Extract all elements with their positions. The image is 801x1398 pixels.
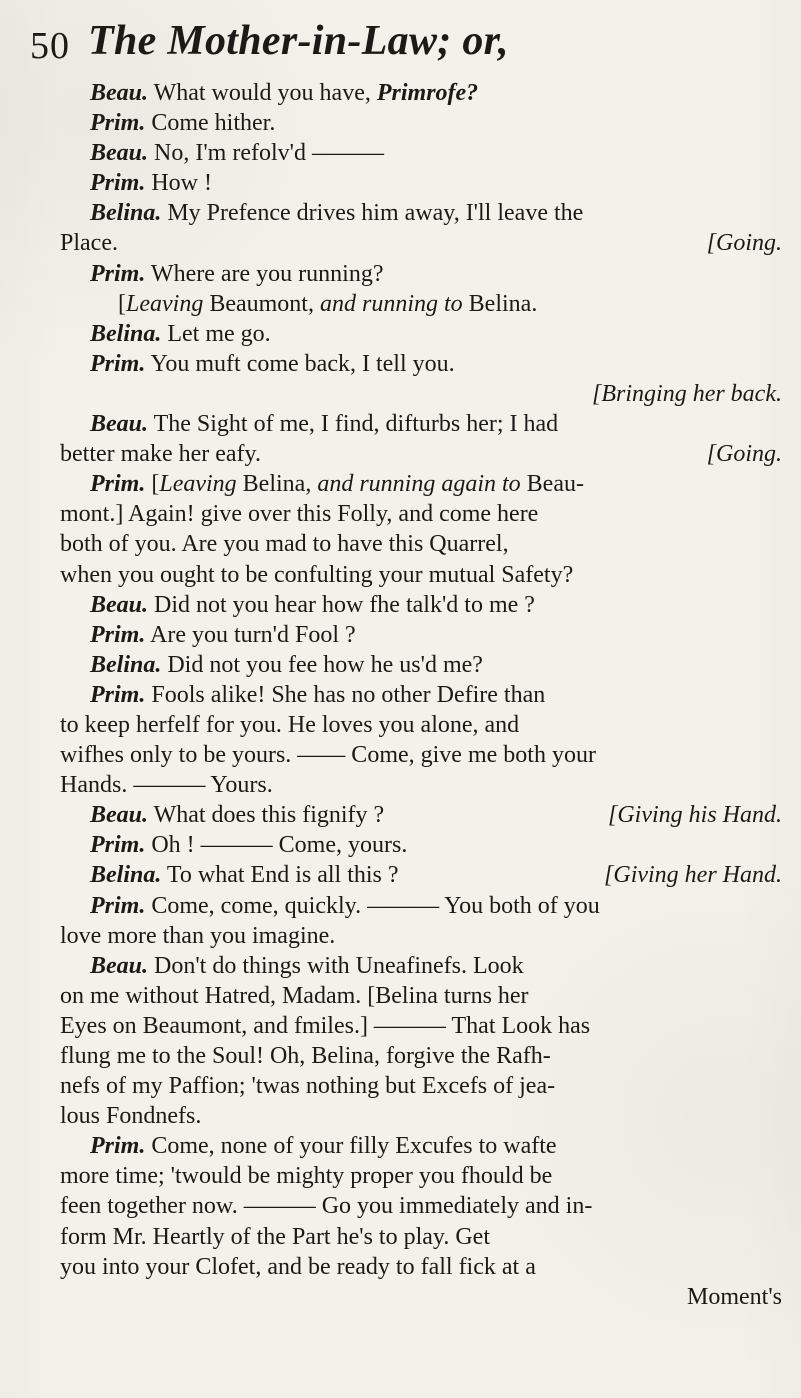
catchword: Moment's (687, 1283, 782, 1310)
text-line: Eyes on Beaumont, and fmiles.] ——— That Look has (60, 1012, 591, 1039)
speech-text: Beau- (520, 471, 584, 498)
line-left: better make her eafy. (60, 441, 261, 468)
speaker-name: Beau. (90, 411, 149, 438)
speaker-name: Prim. (90, 110, 146, 137)
speaker-name: Beau. (90, 140, 149, 167)
speech-italic: Primrofe? (376, 80, 479, 106)
text-line: mont.] Again! give over this Folly, and come here (60, 501, 539, 528)
speech-text: The Sight of me, I find, difturbs her; I had (148, 411, 559, 438)
text-line: flung me to the Soul! Oh, Belina, forgive the Rafh- (60, 1043, 551, 1069)
text-line: form Mr. Heartly of the Part he's to play. Get (60, 1223, 490, 1250)
stage-italic: and running again to (317, 471, 521, 498)
speech-text: Come, come, quickly. ——— You both of you (145, 892, 600, 919)
text-line (60, 108, 782, 138)
speech-text: To what End is all this ? (161, 862, 399, 889)
text-line (60, 198, 782, 228)
speech-text: [ (145, 471, 160, 498)
speaker-name: Beau. (90, 952, 149, 979)
text-line: nefs of my Paffion; 'twas nothing but Excefs of jea- (60, 1073, 556, 1100)
speaker-name: Belina. (90, 320, 162, 347)
stage-italic: and running to (319, 290, 463, 317)
text-line (60, 891, 782, 921)
speech-text: Fools alike! She has no other Defire than (145, 681, 546, 708)
line-left: Place. (60, 230, 118, 257)
text-line (60, 349, 782, 379)
text-line: both of you. Are you mad to have this Quarrel, (60, 531, 509, 558)
text-line (60, 228, 782, 258)
stage-normal: Beaumont, (203, 290, 320, 317)
text-line: to keep herfelf for you. He loves you alone, and (60, 711, 520, 738)
speech-text: Where are you running? (145, 260, 384, 287)
speaker-name: Beau. (90, 591, 149, 618)
speech-text: Oh ! ——— Come, yours. (145, 832, 408, 859)
stage-direction: [Going. (706, 441, 782, 468)
text-line (60, 680, 782, 710)
speech-text: Are you turn'd Fool ? (145, 621, 356, 648)
speech-text: Come, none of your filly Excufes to wafte (145, 1133, 557, 1160)
text-line (60, 860, 782, 890)
stage-normal: Belina. (462, 290, 538, 317)
text-line: when you ought to be confulting your mutual Safety? (60, 561, 574, 588)
speaker-name: Prim. (90, 621, 146, 648)
stage-direction: [Bringing her back. (592, 380, 782, 407)
speech-text: How ! (145, 170, 212, 197)
text-line: wifhes only to be yours. —— Come, give me both your (60, 742, 596, 769)
text-line (60, 78, 782, 108)
speaker-name: Prim. (90, 260, 146, 287)
stage-direction: [Giving her Hand. (604, 862, 782, 889)
speech-text: Belina, (236, 471, 318, 498)
text-line (60, 620, 782, 650)
speech-text: Let me go. (161, 320, 271, 347)
text-line: lous Fondnefs. (60, 1103, 202, 1130)
speech-text: Did not you hear how fhe talk'd to me ? (148, 591, 535, 618)
text-line (60, 379, 782, 409)
running-head: The Mother-in-Law; or, (88, 18, 509, 64)
text-line (60, 469, 782, 499)
text-line (60, 590, 782, 620)
speaker-name: Prim. (90, 832, 146, 859)
text-line (60, 439, 782, 469)
speech-text: What would you have, (148, 80, 377, 106)
speech-text: Come hither. (145, 110, 276, 137)
text-line (60, 1131, 782, 1161)
text-line: Hands. ——— Yours. (60, 772, 273, 799)
speech-text: Did not you fee how he us'd me? (161, 651, 483, 678)
text-line (60, 1282, 782, 1312)
speaker-name: Prim. (90, 350, 146, 377)
stage-direction: [Giving his Hand. (608, 802, 782, 829)
text-line (60, 800, 782, 830)
text-line (60, 319, 782, 349)
speech-text: Don't do things with Uneafinefs. Look (148, 952, 524, 979)
speaker-name: Prim. (90, 681, 146, 708)
text-line (60, 951, 782, 981)
text-line (60, 259, 782, 289)
text-line (60, 830, 782, 860)
speech-text: My Prefence drives him away, I'll leave the (161, 200, 584, 227)
text-line (60, 168, 782, 198)
speaker-name: Prim. (90, 170, 146, 197)
speaker-name: Prim. (90, 892, 146, 919)
speaker-name: Belina. (90, 651, 162, 678)
text-line: feen together now. ——— Go you immediately and in- (60, 1193, 593, 1220)
speech-text: You muft come back, I tell you. (145, 350, 455, 377)
page-number: 50 (30, 25, 70, 67)
text-line: you into your Clofet, and be ready to fall fick at a (60, 1253, 536, 1280)
stage-italic: Leaving (126, 290, 204, 317)
stage-open: [ (118, 290, 126, 317)
text-line: more time; 'twould be mighty proper you fhould be (60, 1163, 553, 1190)
speaker-name: Beau. (90, 80, 149, 106)
text-line: on me without Hatred, Madam. [Belina turns her (60, 982, 529, 1009)
text-line (60, 138, 782, 168)
text-line: love more than you imagine. (60, 922, 336, 949)
speech-text: What does this fignify ? (148, 802, 385, 829)
speaker-name: Prim. (90, 1133, 146, 1160)
text-line (60, 650, 782, 680)
stage-direction: [Going. (706, 230, 782, 257)
speaker-name: Belina. (90, 862, 162, 889)
stage-italic: Leaving (159, 471, 237, 498)
speaker-name: Belina. (90, 200, 162, 227)
speech-text: No, I'm refolv'd ——— (148, 140, 384, 167)
text-line (60, 409, 782, 439)
page-header (30, 18, 790, 78)
speaker-name: Prim. (90, 471, 146, 498)
text-line (60, 289, 782, 319)
speaker-name: Beau. (90, 802, 149, 829)
play-text (60, 78, 782, 1312)
